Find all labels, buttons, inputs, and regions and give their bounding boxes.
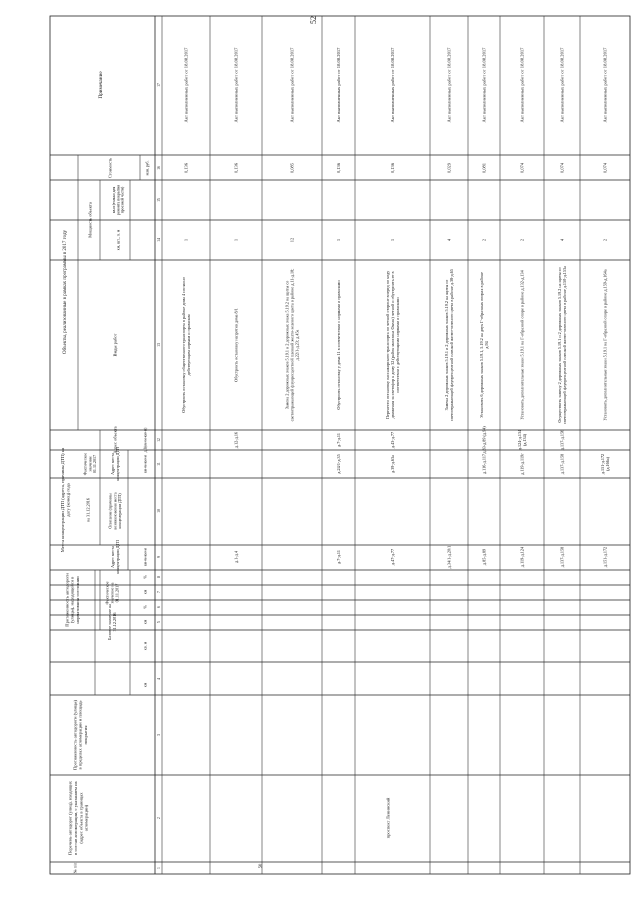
svg-text:д.24/1-д.35: д.24/1-д.35: [335, 454, 341, 474]
svg-text:Протяженность автодороги (улиц: Протяженность автодороги (улицы)в пределах агломерации и площадьпокрытия: [72, 699, 88, 771]
column-number-11: [157, 462, 161, 466]
row-8-power: [560, 238, 565, 241]
row-4-obj-addr: [390, 432, 395, 448]
svg-text:2: 2: [156, 817, 161, 819]
row-6-cost: [482, 163, 488, 173]
row-8-works: [557, 266, 567, 424]
header-col-cost: [108, 158, 113, 178]
row-8-obj-addr: [559, 430, 564, 450]
row-8-cost: [560, 162, 566, 173]
row-8-dtp-addr: [559, 547, 564, 567]
svg-text:13: 13: [156, 343, 161, 347]
svg-text:д.47-д.77: д.47-д.77: [389, 548, 395, 566]
header-norm-pct-1: [142, 605, 147, 609]
row-5-cost: [447, 162, 453, 173]
svg-text:%: %: [142, 575, 148, 579]
row-4-cost: [390, 162, 396, 173]
svg-text:км: км: [142, 682, 148, 688]
svg-text:4: 4: [559, 238, 565, 242]
table-labels: [60, 47, 610, 874]
row-1-power: [234, 239, 239, 241]
svg-text:км: км: [142, 589, 148, 595]
row-3-cost: [336, 162, 342, 173]
svg-text:д.119-д.119г: д.119-д.119г: [519, 453, 525, 475]
svg-text:проспект Ленинский: проспект Ленинский: [385, 797, 391, 839]
header-length-sqm: [142, 641, 147, 650]
svg-text:2: 2: [602, 238, 608, 242]
header-dtp-base: [85, 498, 90, 522]
row-6-obj-addr: [481, 426, 486, 454]
header-col-dtp: [60, 448, 70, 552]
row-7-note: [520, 47, 525, 123]
row-6-power: [482, 239, 487, 241]
column-number-10: [157, 509, 161, 513]
svg-text:Замена 2 дорожных знаков 5.19.: Замена 2 дорожных знаков 5.19.1 и 2 дорожных знака 5.19.2 на щиты сосветоотражающей флуоресцентной пленкой желто-зеленого цвета в районе д.11-д.18;д.22/1-д.23; д.45а: [284, 268, 300, 422]
svg-text:д.83-д.89 (д.94): д.83-д.89 (д.94): [481, 426, 487, 454]
svg-text:0,136: 0,136: [336, 163, 342, 173]
svg-text:д.43-д.77: д.43-д.77: [389, 431, 395, 449]
svg-text:км: км: [142, 619, 148, 625]
svg-text:д.119-д.124: д.119-д.124: [519, 546, 525, 568]
svg-text:Акт выполненных работ от 18.08: Акт выполненных работ от 18.08.2017: [289, 47, 295, 123]
svg-text:Базовое значение на31.12.2016: Базовое значение на31.12.2016: [107, 603, 117, 641]
row-2-note: [290, 47, 295, 123]
svg-text:Осуществить замену 2 дорожных: Осуществить замену 2 дорожных знаков 5.19.1 и 2 дорожных знаков 5.19.2 на щиты сосветоотражающей флуоресцентной пленкой желто-зеленого цвета в районе д.150-д.153а: [557, 266, 567, 424]
column-number-3: [157, 734, 161, 736]
svg-text:Фактическоезначение на01.11.20: Фактическоезначение на01.11.2017: [104, 581, 120, 605]
svg-text:д.1-д.4: д.1-д.4: [233, 551, 239, 563]
row-9-works: [602, 269, 607, 420]
svg-text:0,136: 0,136: [233, 163, 239, 173]
row-road-name: [386, 797, 391, 838]
header-obj-power: [88, 202, 93, 238]
header-norm-km-2: [142, 589, 147, 594]
header-col-objects: [63, 230, 68, 354]
svg-text:Виды работ: Виды работ: [112, 333, 118, 357]
header-dtp-reason: [108, 492, 122, 529]
row-7-cost: [520, 162, 526, 173]
svg-text:1: 1: [156, 867, 161, 869]
svg-text:15: 15: [156, 198, 161, 202]
svg-text:Примечание: Примечание: [97, 71, 104, 99]
page-number: 52: [309, 16, 318, 24]
svg-text:Акт выполненных работ от 18.08: Акт выполненных работ от 18.08.2017: [481, 47, 487, 123]
svg-text:Акт выполненных работ от 18.08: Акт выполненных работ от 18.08.2017: [390, 47, 396, 123]
column-number-9: [157, 556, 161, 558]
header-col-name: [68, 780, 89, 855]
svg-text:Фактическоезначение01.11.2017: Фактическоезначение01.11.2017: [82, 452, 98, 476]
header-col-length: [72, 700, 88, 771]
svg-text:6: 6: [156, 606, 161, 608]
svg-text:4: 4: [156, 678, 161, 680]
column-number-4: [157, 678, 161, 680]
header-obj-power-b: [112, 185, 125, 215]
row-2-works: [285, 269, 300, 422]
svg-text:Перенести остановку пассажирск: Перенести остановку пассажирского транспорта по четной стороне вперед по ходудвижения за светофор к дому 32 (район магазина Океан) четной и обустроить ее всоответствии с действующими нормами и правилами: [385, 270, 400, 420]
row-0-note: [184, 47, 189, 123]
row-9-note: [603, 47, 608, 123]
row-3-note: [336, 47, 341, 123]
svg-text:Установить дополнительные знак: Установить дополнительные знаки 5.19.1 на Г-образной опоре в районе д.159-д.164а: [602, 269, 608, 421]
svg-text:Перечень автодорог (улиц), вхо: Перечень автодорог (улиц), входящихв состав агломерации, с указанием их(адрес объекта в границахагломерации): [67, 781, 89, 855]
svg-text:км, шт., п. м: км, шт., п. м: [115, 229, 121, 251]
svg-text:0,074: 0,074: [602, 163, 608, 173]
svg-text:2: 2: [519, 238, 525, 242]
row-5-note: [447, 47, 452, 123]
row-0-cost: [184, 162, 190, 173]
header-col-note: [98, 71, 104, 99]
row-1-cost: [234, 162, 240, 173]
row-6-dtp-addr: [481, 549, 486, 565]
svg-text:Акт выполненных работ от 18.08: Акт выполненных работ от 18.08.2017: [336, 47, 342, 123]
row-4-note: [390, 47, 395, 123]
row-1-note: [234, 47, 239, 123]
svg-text:млн. руб.: млн. руб.: [145, 160, 150, 176]
header-obj-addr: [113, 426, 118, 453]
row-2-power: [290, 238, 295, 242]
svg-text:16: 16: [156, 166, 161, 170]
row-4-dtp-fact: [390, 455, 395, 473]
row-8-dtp-fact: [559, 454, 564, 474]
row-7-power: [520, 239, 525, 241]
row-7-dtp-fact: [519, 453, 524, 475]
svg-text:Акт выполненных работ от 18.08: Акт выполненных работ от 18.08.2017: [183, 47, 189, 123]
svg-text:кв. м: кв. м: [142, 641, 148, 651]
row-4-dtp-addr: [390, 549, 395, 565]
row-9-dtp-addr: [602, 547, 607, 567]
svg-text:Акт выполненных работ от 18.08: Акт выполненных работ от 18.08.2017: [446, 47, 452, 123]
svg-text:8: 8: [156, 576, 161, 578]
svg-text:0,136: 0,136: [183, 163, 189, 173]
svg-text:Адрес объекта: Адрес объекта: [112, 426, 118, 454]
row-8-note: [560, 47, 565, 123]
svg-text:д.34/1-д.20/1: д.34/1-д.20/1: [446, 545, 452, 569]
svg-text:кв.м (только дляремонта покрыт: кв.м (только дляремонта покрытияпроезжей части): [111, 185, 125, 215]
row-3-works: [336, 280, 341, 410]
svg-text:Обустроить остановку напротив: Обустроить остановку напротив дома 8/1: [233, 308, 239, 382]
row-2-cost: [290, 162, 296, 173]
svg-text:5: 5: [156, 621, 161, 623]
svg-text:4: 4: [446, 238, 452, 242]
svg-text:Акт выполненных работ от 18.08: Акт выполненных работ от 18.08.2017: [559, 47, 565, 123]
svg-text:17: 17: [156, 83, 161, 87]
svg-text:9: 9: [156, 556, 161, 558]
header-cost-unit: [145, 161, 149, 176]
svg-text:0,074: 0,074: [519, 163, 525, 173]
svg-text:на 31.12.2016: на 31.12.2016: [85, 498, 91, 522]
svg-text:д.116-д.117: д.116-д.117: [481, 453, 487, 475]
header-norm-km-1: [142, 619, 147, 624]
svg-text:Протяженность автодороги(улицы: Протяженность автодороги(улицы), находящейся внормативном состоянии: [64, 573, 80, 627]
column-number-15: [157, 198, 161, 202]
svg-text:Установить дополнительные знак: Установить дополнительные знаки 5.19.1 на Г-образной опоре в районе д.132-д.134: [519, 270, 525, 420]
row-6-dtp-fact: [481, 454, 486, 474]
svg-text:Объекты, реализованные в рамка: Объекты, реализованные в рамках программы в 2017 году: [62, 230, 68, 354]
row-3-obj-addr: [336, 433, 341, 447]
svg-text:Описание (причинывозникновения: Описание (причинывозникновения местаконцентрации ДТП): [107, 492, 123, 530]
svg-text:11: 11: [156, 462, 161, 466]
header-unit-dtp-1: [143, 547, 147, 566]
column-number-16: [157, 166, 161, 170]
svg-text:д.7-д.11: д.7-д.11: [335, 550, 341, 564]
row-1-dtp-addr: [233, 550, 238, 563]
svg-text:№ п/п: № п/п: [72, 862, 78, 874]
svg-text:0,081: 0,081: [481, 163, 487, 173]
svg-text:1: 1: [233, 238, 239, 242]
row-9-power: [603, 239, 608, 241]
column-number-14: [157, 238, 161, 242]
svg-text:Обустроить остановку обществен: Обустроить остановку общественного транспорта в районе дома 4 согласнодействующим нормам и правилам: [181, 277, 191, 413]
svg-text:Акт выполненных работ от 18.08: Акт выполненных работ от 18.08.2017: [519, 47, 525, 123]
svg-text:50: 50: [257, 863, 263, 869]
svg-text:1: 1: [336, 238, 342, 242]
column-number-17: [157, 83, 161, 87]
svg-text:0,074: 0,074: [559, 163, 565, 173]
header-norm-base: [107, 604, 117, 640]
header-col-no: [72, 862, 77, 873]
svg-text:2: 2: [481, 238, 487, 242]
svg-text:Акт выполненных работ от 18.08: Акт выполненных работ от 18.08.2017: [233, 47, 239, 123]
row-6-note: [482, 47, 487, 123]
row-7-dtp-addr: [519, 546, 524, 567]
header-norm-fact: [105, 581, 120, 604]
svg-text:Адрес местаконцентрации ДТП: Адрес местаконцентрации ДТП: [110, 447, 120, 481]
column-number-7: [157, 591, 161, 593]
svg-text:%: %: [142, 605, 148, 609]
header-dtp-fact: [83, 453, 97, 476]
row-3-dtp-fact: [336, 454, 341, 473]
svg-text:Обустроить остановку у дома 11: Обустроить остановку у дома 11 в соответствии с нормами и правилами: [335, 280, 341, 410]
header-length-km: [142, 682, 147, 687]
svg-text:1: 1: [390, 238, 396, 242]
svg-text:д.7-д.11: д.7-д.11: [335, 433, 341, 447]
svg-text:0,136: 0,136: [390, 163, 396, 173]
row-7-works: [519, 269, 524, 419]
column-number-8: [157, 576, 161, 578]
row-6-works: [479, 272, 489, 418]
svg-text:д.12-д.16: д.12-д.16: [233, 431, 239, 449]
row-1-works: [233, 308, 238, 382]
svg-text:д.151-д.172: д.151-д.172: [602, 546, 608, 568]
svg-text:Адрес местаконцентрации ДТП: Адрес местаконцентрации ДТП: [110, 540, 120, 574]
svg-text:д.151-д.172(д.166а): д.151-д.172(д.166а): [600, 453, 610, 475]
header-obj-power-a: [115, 229, 121, 250]
row-4-power: [390, 239, 395, 241]
svg-text:д.137-д.158: д.137-д.158: [559, 546, 565, 568]
svg-text:0,085: 0,085: [289, 163, 295, 173]
svg-text:д.85-д.89: д.85-д.89: [481, 548, 487, 566]
row-5-dtp-addr: [446, 546, 451, 569]
svg-text:км+м-км+м: км+м-км+м: [143, 455, 148, 473]
svg-text:12: 12: [289, 237, 295, 243]
svg-text:Акт выполненных работ от 18.08: Акт выполненных работ от 18.08.2017: [602, 47, 608, 123]
svg-text:д.124-д.134(д.134): д.124-д.134(д.134): [517, 429, 527, 451]
column-number-13: [157, 343, 161, 347]
svg-text:14: 14: [156, 238, 161, 242]
row-1-obj-addr: [233, 432, 238, 448]
row-4-works: [385, 270, 400, 419]
row-9-cost: [603, 162, 609, 173]
column-number-2: [157, 817, 161, 819]
svg-text:д.39-д.63а: д.39-д.63а: [389, 455, 395, 473]
column-number-6: [157, 606, 161, 608]
row-number: [258, 863, 263, 868]
svg-text:Места концентрации ДТП (адреса: Места концентрации ДТП (адреса, причины ДТП) надату (конец) года: [59, 447, 71, 553]
column-number-5: [157, 621, 161, 623]
row-9-dtp-fact: [600, 454, 610, 474]
header-obj-works: [113, 333, 118, 356]
svg-text:3: 3: [156, 734, 161, 736]
svg-text:Установить 6 дорожных знаков 5: Установить 6 дорожных знаков 5.19.1, 5.19.2 на двух Г-образных опорах в районед.94: [479, 272, 489, 418]
svg-text:д.1(км+м-км+м): д.1(км+м-км+м): [143, 427, 148, 453]
column-number-1: [157, 867, 161, 869]
svg-text:км+м-км+м: км+м-км+м: [143, 548, 148, 566]
row-0-power: [184, 239, 189, 241]
svg-text:12: 12: [156, 438, 161, 442]
row-3-power: [336, 239, 341, 241]
svg-text:Мощность объекта: Мощность объекта: [87, 202, 93, 238]
svg-text:10: 10: [156, 509, 161, 513]
svg-text:д.137-д.156: д.137-д.156: [559, 429, 565, 451]
row-5-works: [444, 269, 454, 421]
header-norm-pct-2: [142, 575, 147, 579]
header-col-norm: [64, 573, 80, 627]
svg-text:1: 1: [183, 238, 189, 242]
row-3-dtp-addr: [336, 550, 341, 564]
column-number-12: [157, 438, 161, 442]
header-unit-obj-addr: [143, 427, 147, 453]
row-5-power: [447, 238, 452, 241]
row-7-obj-addr: [517, 429, 527, 450]
svg-text:0,029: 0,029: [446, 163, 452, 173]
svg-text:Замена 2 дорожных знаков 5.19.: Замена 2 дорожных знаков 5.19.1 и 2 дорожных знаков 5.19.2 на щиты сосветоотражающей флуоресцентной пленкой желто-зеленого цвета в районе д.38-д.65: [444, 269, 454, 421]
row-0-works: [181, 277, 191, 412]
header-unit-dtp-2: [143, 454, 147, 473]
svg-text:7: 7: [156, 591, 161, 593]
svg-text:д.137-д.158: д.137-д.158: [559, 453, 565, 475]
svg-text:Стоимость: Стоимость: [107, 157, 113, 179]
